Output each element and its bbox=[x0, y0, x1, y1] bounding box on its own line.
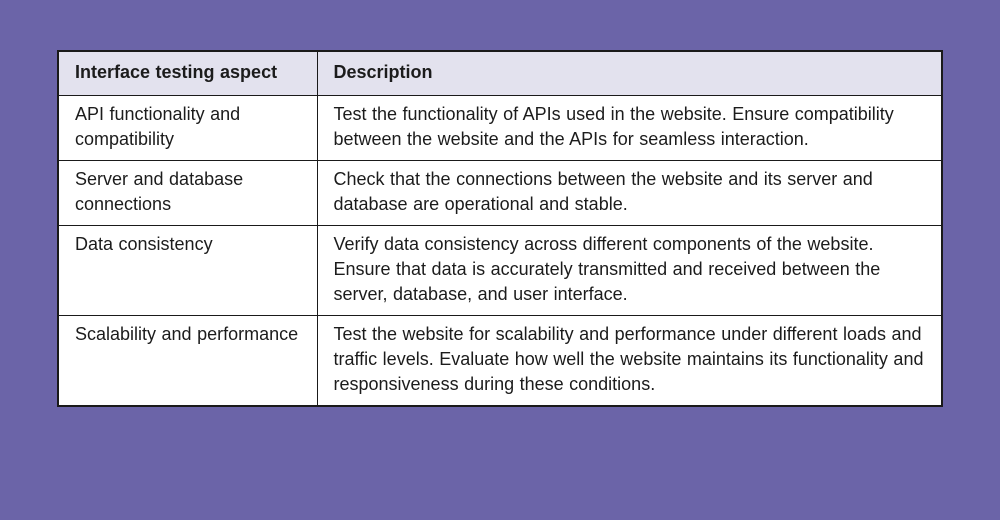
table-row bbox=[58, 226, 942, 316]
description-cell: Test the functionality of APIs used in the website. Ensure compatibility between the website and the APIs for seamless interaction. bbox=[317, 96, 942, 161]
aspect-cell: Server and database connections bbox=[58, 161, 317, 226]
aspect-cell: API functionality and compatibility bbox=[58, 96, 317, 161]
description-cell: Test the website for scalability and performance under different loads and traffic levels. Evaluate how well the website maintains its functionality and responsiveness during these conditions. bbox=[317, 316, 942, 407]
description-cell: Check that the connections between the website and its server and database are operational and stable. bbox=[317, 161, 942, 226]
aspect-cell: Data consistency bbox=[58, 226, 317, 316]
description-cell: Verify data consistency across different components of the website. Ensure that data is accurately transmitted and received between the server, database, and user interface. bbox=[317, 226, 942, 316]
interface-testing-table-card bbox=[57, 50, 943, 407]
table-row bbox=[58, 316, 942, 407]
table-row bbox=[58, 161, 942, 226]
table-row bbox=[58, 96, 942, 161]
interface-testing-table bbox=[57, 50, 943, 407]
aspect-cell: Scalability and performance bbox=[58, 316, 317, 407]
table-header-row bbox=[58, 51, 942, 96]
column-header-description: Description bbox=[317, 51, 942, 96]
column-header-aspect: Interface testing aspect bbox=[58, 51, 317, 96]
